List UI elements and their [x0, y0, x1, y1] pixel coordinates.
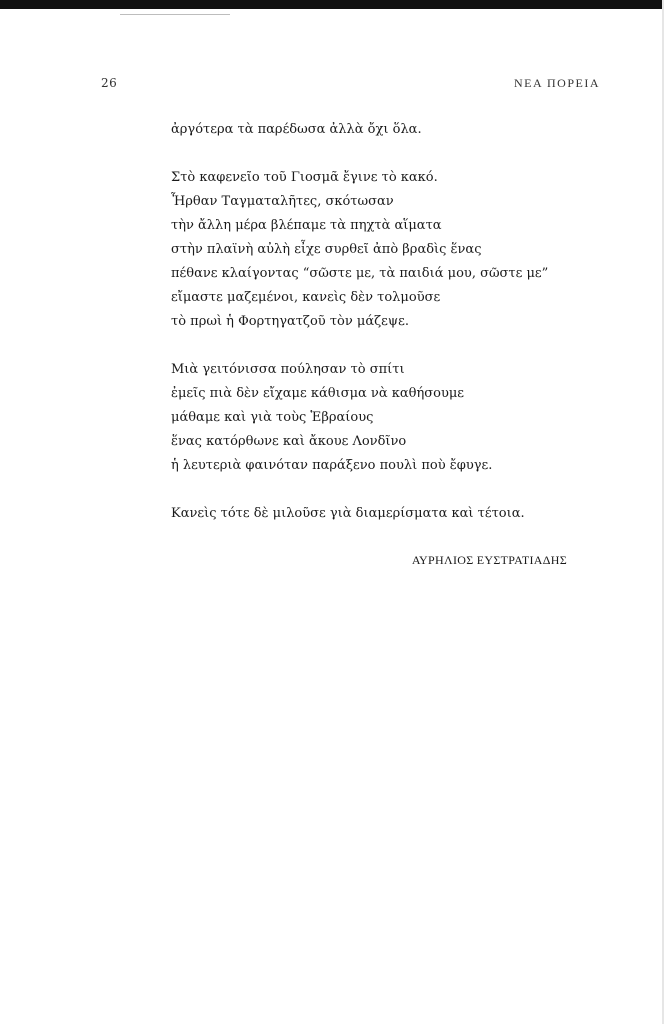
stanza-3 — [171, 358, 611, 478]
poem-line: μάθαμε καὶ γιὰ τοὺς Ἑβραίους — [171, 410, 374, 425]
poem-line: Στὸ καφενεῖο τοῦ Γιοσμᾶ ἔγινε τὸ κακό. — [171, 170, 438, 185]
poem-body — [171, 118, 611, 550]
page-number: 26 — [101, 76, 118, 90]
poem-line: εἴμαστε μαζεμένοι, κανεὶς δὲν τολμοῦσε — [171, 290, 441, 305]
stanza-1 — [171, 118, 611, 142]
poem-line: Ἦρθαν Ταγματαλῆτες, σκότωσαν — [171, 194, 394, 209]
poem-line: ἐμεῖς πιὰ δὲν εἴχαμε κάθισμα νὰ καθήσουμε — [171, 386, 465, 401]
top-thin-rule — [120, 14, 230, 15]
author-signature: ΑΥΡΗΛΙΟΣ ΕΥΣΤΡΑΤΙΑΔΗΣ — [411, 553, 567, 567]
poem-line: τὸ πρωὶ ἡ Φορτηγατζοῦ τὸν μάζεψε. — [171, 314, 409, 329]
poem-line: ἡ λευτεριὰ φαινόταν παράξενο πουλὶ ποὺ ἔφυγε. — [171, 458, 493, 473]
poem-line: στὴν πλαϊνὴ αὐλὴ εἶχε συρθεῖ ἀπὸ βραδὶς ἕνας — [171, 242, 482, 257]
top-border-rule — [0, 0, 664, 9]
poem-line: τὴν ἄλλη μέρα βλέπαμε τὰ πηχτὰ αἵματα — [171, 218, 442, 233]
poem-line: Κανεὶς τότε δὲ μιλοῦσε γιὰ διαμερίσματα καὶ τέτοια. — [171, 506, 525, 521]
stanza-4 — [171, 502, 611, 526]
poem-line: Μιὰ γειτόνισσα πούλησαν τὸ σπίτι — [171, 362, 405, 377]
poem-line: ἕνας κατόρθωνε καὶ ἄκουε Λονδῖνο — [171, 434, 407, 449]
stanza-2 — [171, 166, 611, 334]
poem-line: πέθανε κλαίγοντας “σῶστε με, τὰ παιδιά μου, σῶστε με” — [171, 266, 549, 281]
poem-line: ἀργότερα τὰ παρέδωσα ἀλλὰ ὄχι ὅλα. — [171, 122, 422, 137]
running-header-journal-title: ΝΕΑ ΠΟΡΕΙΑ — [514, 76, 600, 90]
